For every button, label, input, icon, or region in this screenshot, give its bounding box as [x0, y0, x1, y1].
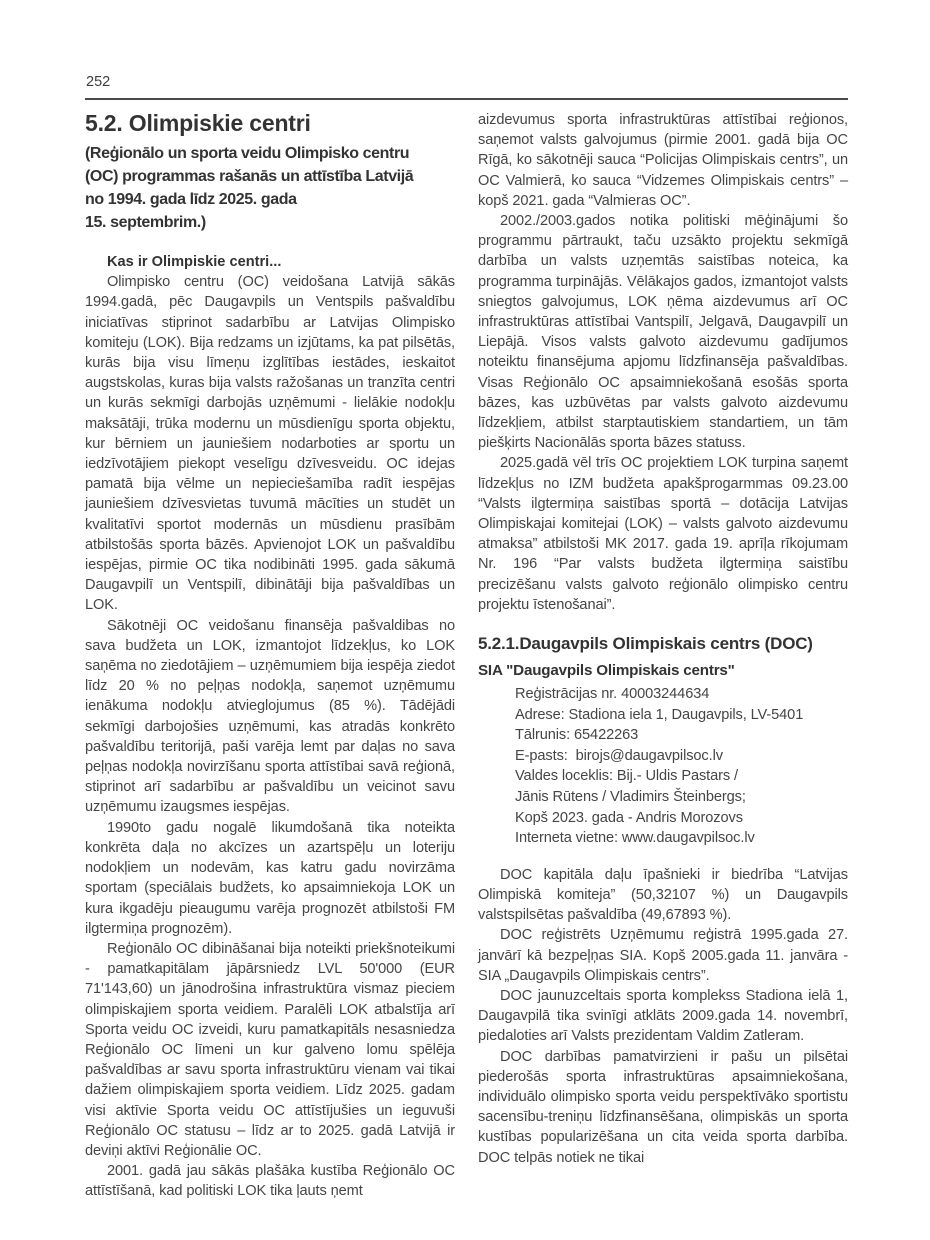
- doc-paragraph: DOC darbības pamatvirzieni ir pašu un pilsētai piederošās sporta infrastruktūras apsaimniekošana, individuālo olimpisko sporta veidu perspektīvāko sportistu sacensību-treniņu līdzfinansēšana, olimpiskās un sporta kustības popularizēšana un cita veida sporta darbība. DOC telpās notiek ne tikai: [478, 1048, 848, 1166]
- detail-line: Kopš 2023. gada - Andris Morozovs: [515, 809, 743, 826]
- left-column: [85, 110, 455, 1202]
- intro-heading: Kas ir Olimpiskie centri...: [107, 254, 282, 270]
- body-paragraph: 2001. gadā jau sākās plašāka kustība Reģionālo OC attīstīšanā, kad politiski LOK tika ļauts ņemt: [85, 1163, 455, 1200]
- company-details: [515, 684, 848, 849]
- doc-paragraph: DOC kapitāla daļu īpašnieki ir biedrība “Latvijas Olimpiskā komiteja” (50,32107 %) un Daugavpils valstspilsētas pašvaldība (49,67893 %).: [478, 866, 848, 924]
- detail-line: Adrese: Stadiona iela 1, Daugavpils, LV-5401: [515, 706, 804, 723]
- detail-line: Reģistrācijas nr. 40003244634: [515, 686, 710, 703]
- subsection-heading: 5.2.1.Daugavpils Olimpiskais centrs (DOC): [478, 634, 813, 654]
- section-heading: 5.2. Olimpiskie centri: [85, 110, 311, 136]
- body-paragraph: aizdevumus sporta infrastruktūras attīstībai reģionos, saņemot valsts galvojumus (pirmie 2001. gadā bija OC Rīgā, ko sākotnēji sauca “Policijas Olimpiskais centrs”, un OC Valmierā, ko sauca “Vidzemes Olimpiskais centrs” – kopš 2021. gada “Valmieras OC”.: [478, 112, 848, 209]
- body-paragraph: 1990to gadu nogalē likumdošanā tika noteikta konkrēta daļa no akcīzes un azartspēļu un loteriju nodokļiem un nodevām, kas katru gadu novirzāma sportam (speciālais budžets, ko apsaimniekoja LOK un kura ikgadēju pieaugumu varēja prognozēt atbilstoši FM ilgtermiņa prognozēm).: [85, 819, 455, 937]
- body-paragraph: Sākotnēji OC veidošanu finansēja pašvaldibas no sava budžeta un LOK, izmantojot līdzekļus, ko LOK saņēma no ziedotājiem – uzņēmumiem bija iespēja ziedot līdz 20 % no peļņas nodokļa, saņemot uzņēmumu ienākuma nodokļu atvieglojumus (85 %). Tādējādi sekmīgi darbojošies uzņēmumi, kas atradās konkrēto pašvaldību teritorijā, paši varēja lemt par daļas no sava peļņas nodokļa novirzīšanu sporta attīstībai savā reģionā, stiprinot arī sadarbību ar pašvaldību un veicinot savu uzņēmumu izaugsmes iespējas.: [85, 617, 455, 816]
- subheading-line: no 1994. gada līdz 2025. gada: [85, 191, 297, 208]
- company-name: SIA "Daugavpils Olimpiskais centrs": [478, 662, 735, 680]
- detail-line: E-pasts: birojs@daugavpilsoc.lv: [515, 747, 723, 764]
- body-paragraph: Olimpisko centru (OC) veidošana Latvijā sākās 1994.gadā, pēc Daugavpils un Ventspils pašvaldību iniciatīvas stiprinot sadarbību ar Latvijas Olimpisko komiteju (LOK). Bija redzams un izjūtams, ka pat pilsētās, kurās bija visu līmeņu izglītības iestādes, ieskaitot augstskolas, kuras bija valsts ražošanas un tranzīta centri un kurās sekmīgi darbojās uzņēmumi - lielākie nodokļu maksātāji, trūka modernu un mūsdienīgu sporta objektu, kur bērniem un jauniešiem nodarboties ar sportu un iedzīvotājiem piekopt veselīgu dzīvesveidu. OC idejas pamatā bija vēlme un nepieciešamība radīt iespējas jauniešiem dzīvesvietas tuvumā mācīties un studēt un kvalitatīvi sportot modernās un mūsdienu prasībām atbilstošās sporta bāzēs. Apvienojot LOK un pašvaldību iespējas, pirmie OC tika nodibināti 1995. gada sākumā Daugavpilī un Ventspilī, dibinātāji bija pašvaldības un LOK.: [85, 274, 455, 614]
- detail-line: Valdes loceklis: Bij.- Uldis Pastars /: [515, 768, 739, 785]
- detail-line: Interneta vietne: www.daugavpilsoc.lv: [515, 830, 755, 847]
- header-rule: [85, 98, 848, 100]
- detail-line: Jānis Rūtens / Vladimirs Šteinbergs;: [515, 789, 746, 806]
- doc-paragraphs: [478, 865, 848, 1168]
- subheading-line: 15. septembrim.): [85, 214, 206, 231]
- section-subheading: [85, 142, 455, 234]
- subheading-line: (OC) programmas rašanās un attīstība Latvijā: [85, 168, 414, 185]
- right-column: [478, 110, 848, 1202]
- body-paragraph: 2025.gadā vēl trīs OC projektiem LOK turpina saņemt līdzekļus no IZM budžeta apakšprogarmmas 09.23.00 “Valsts ilgtermiņa saistības sportā – dotācija Latvijas Olimpiskajai komitejai (LOK) – valsts galvoto aizdevumu atmaksa” atbilstoši MK 2017. gada 19. aprīļa rīkojumam Nr. 196 “Par valsts budžeta ilgtermiņa saistību precizēšanu valsts galvoto reģionālo olimpisko centru projektu īstenošanai”.: [478, 455, 848, 613]
- doc-paragraph: DOC jaunuzceltais sporta komplekss Stadiona ielā 1, Daugavpilā tika svinīgi atklāts 2009.gada 14. novembrī, piedaloties arī Valsts prezidentam Valdim Zatleram.: [478, 988, 848, 1045]
- doc-paragraph: DOC reģistrēts Uzņēmumu reģistrā 1995.gada 27. janvārī kā bezpeļņas SIA. Kopš 2005.gada 11. janvāra - SIA „Daugavpils Olimpiskais centrs”.: [478, 927, 848, 984]
- page-number: 252: [86, 74, 111, 90]
- body-paragraph: Reģionālo OC dibināšanai bija noteikti priekšnoteikumi - pamatkapitālam jāpārsniedz LVL 50'000 (EUR 71'143,60) un jānodrošina infrastruktūra vismaz pieciem olimpiskajiem sporta veidiem. Paralēli LOK atbalstīja arī Sporta veidu OC izveidi, kuru pamatkapitāls nesasniedza Reģionālo OC līmeni un kur galveno lomu spēlēja pašvaldības ar savu sporta infrastruktūru vienam vai tikai dažiem olimpiskajiem sporta veidiem. Līdz 2025. gadam visi aktīvie Sporta veidu OC attīstījušies un ieguvuši Reģionālo OC statusu – līdz ar to 2025. gadā Latvijā ir deviņi aktīvi Reģionālie OC.: [85, 940, 455, 1159]
- page-content: [85, 110, 848, 1202]
- subheading-line: (Reģionālo un sporta veidu Olimpisko centru: [85, 145, 410, 162]
- body-paragraph: 2002./2003.gados notika politiski mēģinājumi šo programmu pārtraukt, taču uzsākto projektu sekmīgā darbība un valsts uzņemtās saistības noteica, ka programma turpinājās. Vēlākajos gados, izmantojot valsts sniegtos galvojumus, LOK ņēma aizdevumus arī OC infrastruktūras attīstībai Vantspilī, Jelgavā, Daugavpilī un Liepājā. Visos valsts galvoto aizdevumu gadījumos noteiktu finansējuma apjomu līdzfinansēja pašvaldības. Visas Reģionālo OC apsaimniekošanā esošās sporta bāzes, kas uzbūvētas par valsts galvoto aizdevumu līdzekļiem, atbilst starptautiskiem standartiem, un tām piešķirts Nacionālās sporta bāzes statuss.: [478, 213, 848, 452]
- detail-line: Tālrunis: 65422263: [515, 727, 639, 744]
